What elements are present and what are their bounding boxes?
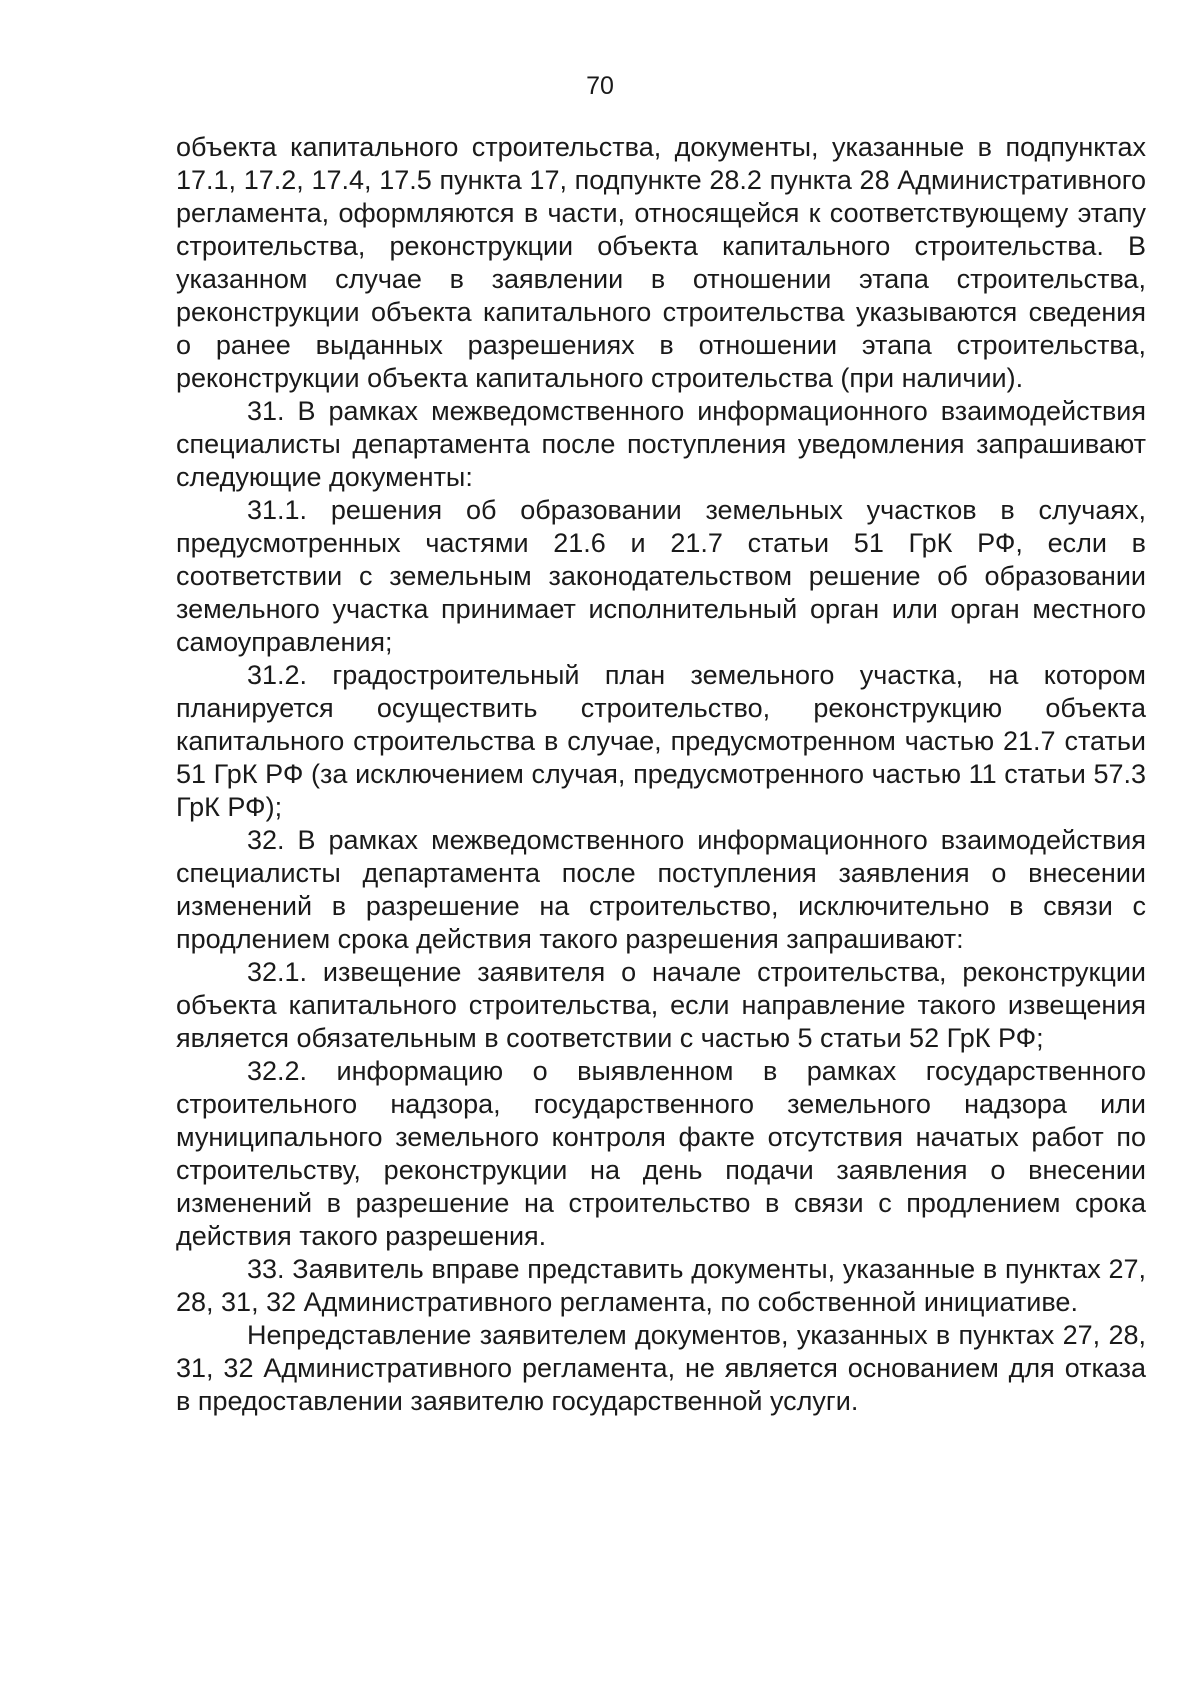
document-body [176, 131, 1146, 1418]
paragraph-item-32-1: 32.1. извещение заявителя о начале строительства, реконструкции объекта капитального строительства, если направление такого извещения является обязательным в соответствии с частью 5 статьи 52 ГрК РФ; [176, 957, 1146, 1053]
paragraph-item-32: 32. В рамках межведомственного информационного взаимодействия специалисты департамента после поступления заявления о внесении изменений в разрешение на строительство, исключительно в связи с продлением срока действия такого разрешения запрашивают: [176, 825, 1146, 954]
paragraph-item-31-2: 31.2. градостроительный план земельного участка, на котором планируется осуществить строительство, реконструкцию объекта капитального строительства в случае, предусмотренном частью 21.7 статьи 51 ГрК РФ (за исключением случая, предусмотренного частью 11 статьи 57.3 ГрК РФ); [176, 660, 1146, 822]
paragraph-item-33: 33. Заявитель вправе представить документы, указанные в пунктах 27, 28, 31, 32 Административного регламента, по собственной инициативе. [176, 1254, 1146, 1317]
paragraph-item-32-2: 32.2. информацию о выявленном в рамках государственного строительного надзора, государственного земельного надзора или муниципального земельного контроля факте отсутствия начатых работ по строительству, реконструкции на день подачи заявления о внесении изменений в разрешение на строительство в связи с продлением срока действия такого разрешения. [176, 1056, 1146, 1251]
page-number: 70 [586, 72, 614, 100]
paragraph-item-31: 31. В рамках межведомственного информационного взаимодействия специалисты департамента после поступления уведомления запрашивают следующие документы: [176, 396, 1146, 492]
paragraph-continuation: объекта капитального строительства, документы, указанные в подпунктах 17.1, 17.2, 17.4, 17.5 пункта 17, подпункте 28.2 пункта 28 Административного регламента, оформляются в части, относящейся к соответствующему этапу строительства, реконструкции объекта капитального строительства. В указанном случае в заявлении в отношении этапа строительства, реконструкции объекта капитального строительства указываются сведения о ранее выданных разрешениях в отношении этапа строительства, реконструкции объекта капитального строительства (при наличии). [176, 132, 1146, 393]
paragraph-item-31-1: 31.1. решения об образовании земельных участков в случаях, предусмотренных частями 21.6 и 21.7 статьи 51 ГрК РФ, если в соответствии с земельным законодательством решение об образовании земельного участка принимает исполнительный орган или орган местного самоуправления; [176, 495, 1146, 657]
paragraph-non-submission: Непредставление заявителем документов, указанных в пунктах 27, 28, 31, 32 Административного регламента, не является основанием для отказа в предоставлении заявителю государственной услуги. [176, 1320, 1146, 1416]
